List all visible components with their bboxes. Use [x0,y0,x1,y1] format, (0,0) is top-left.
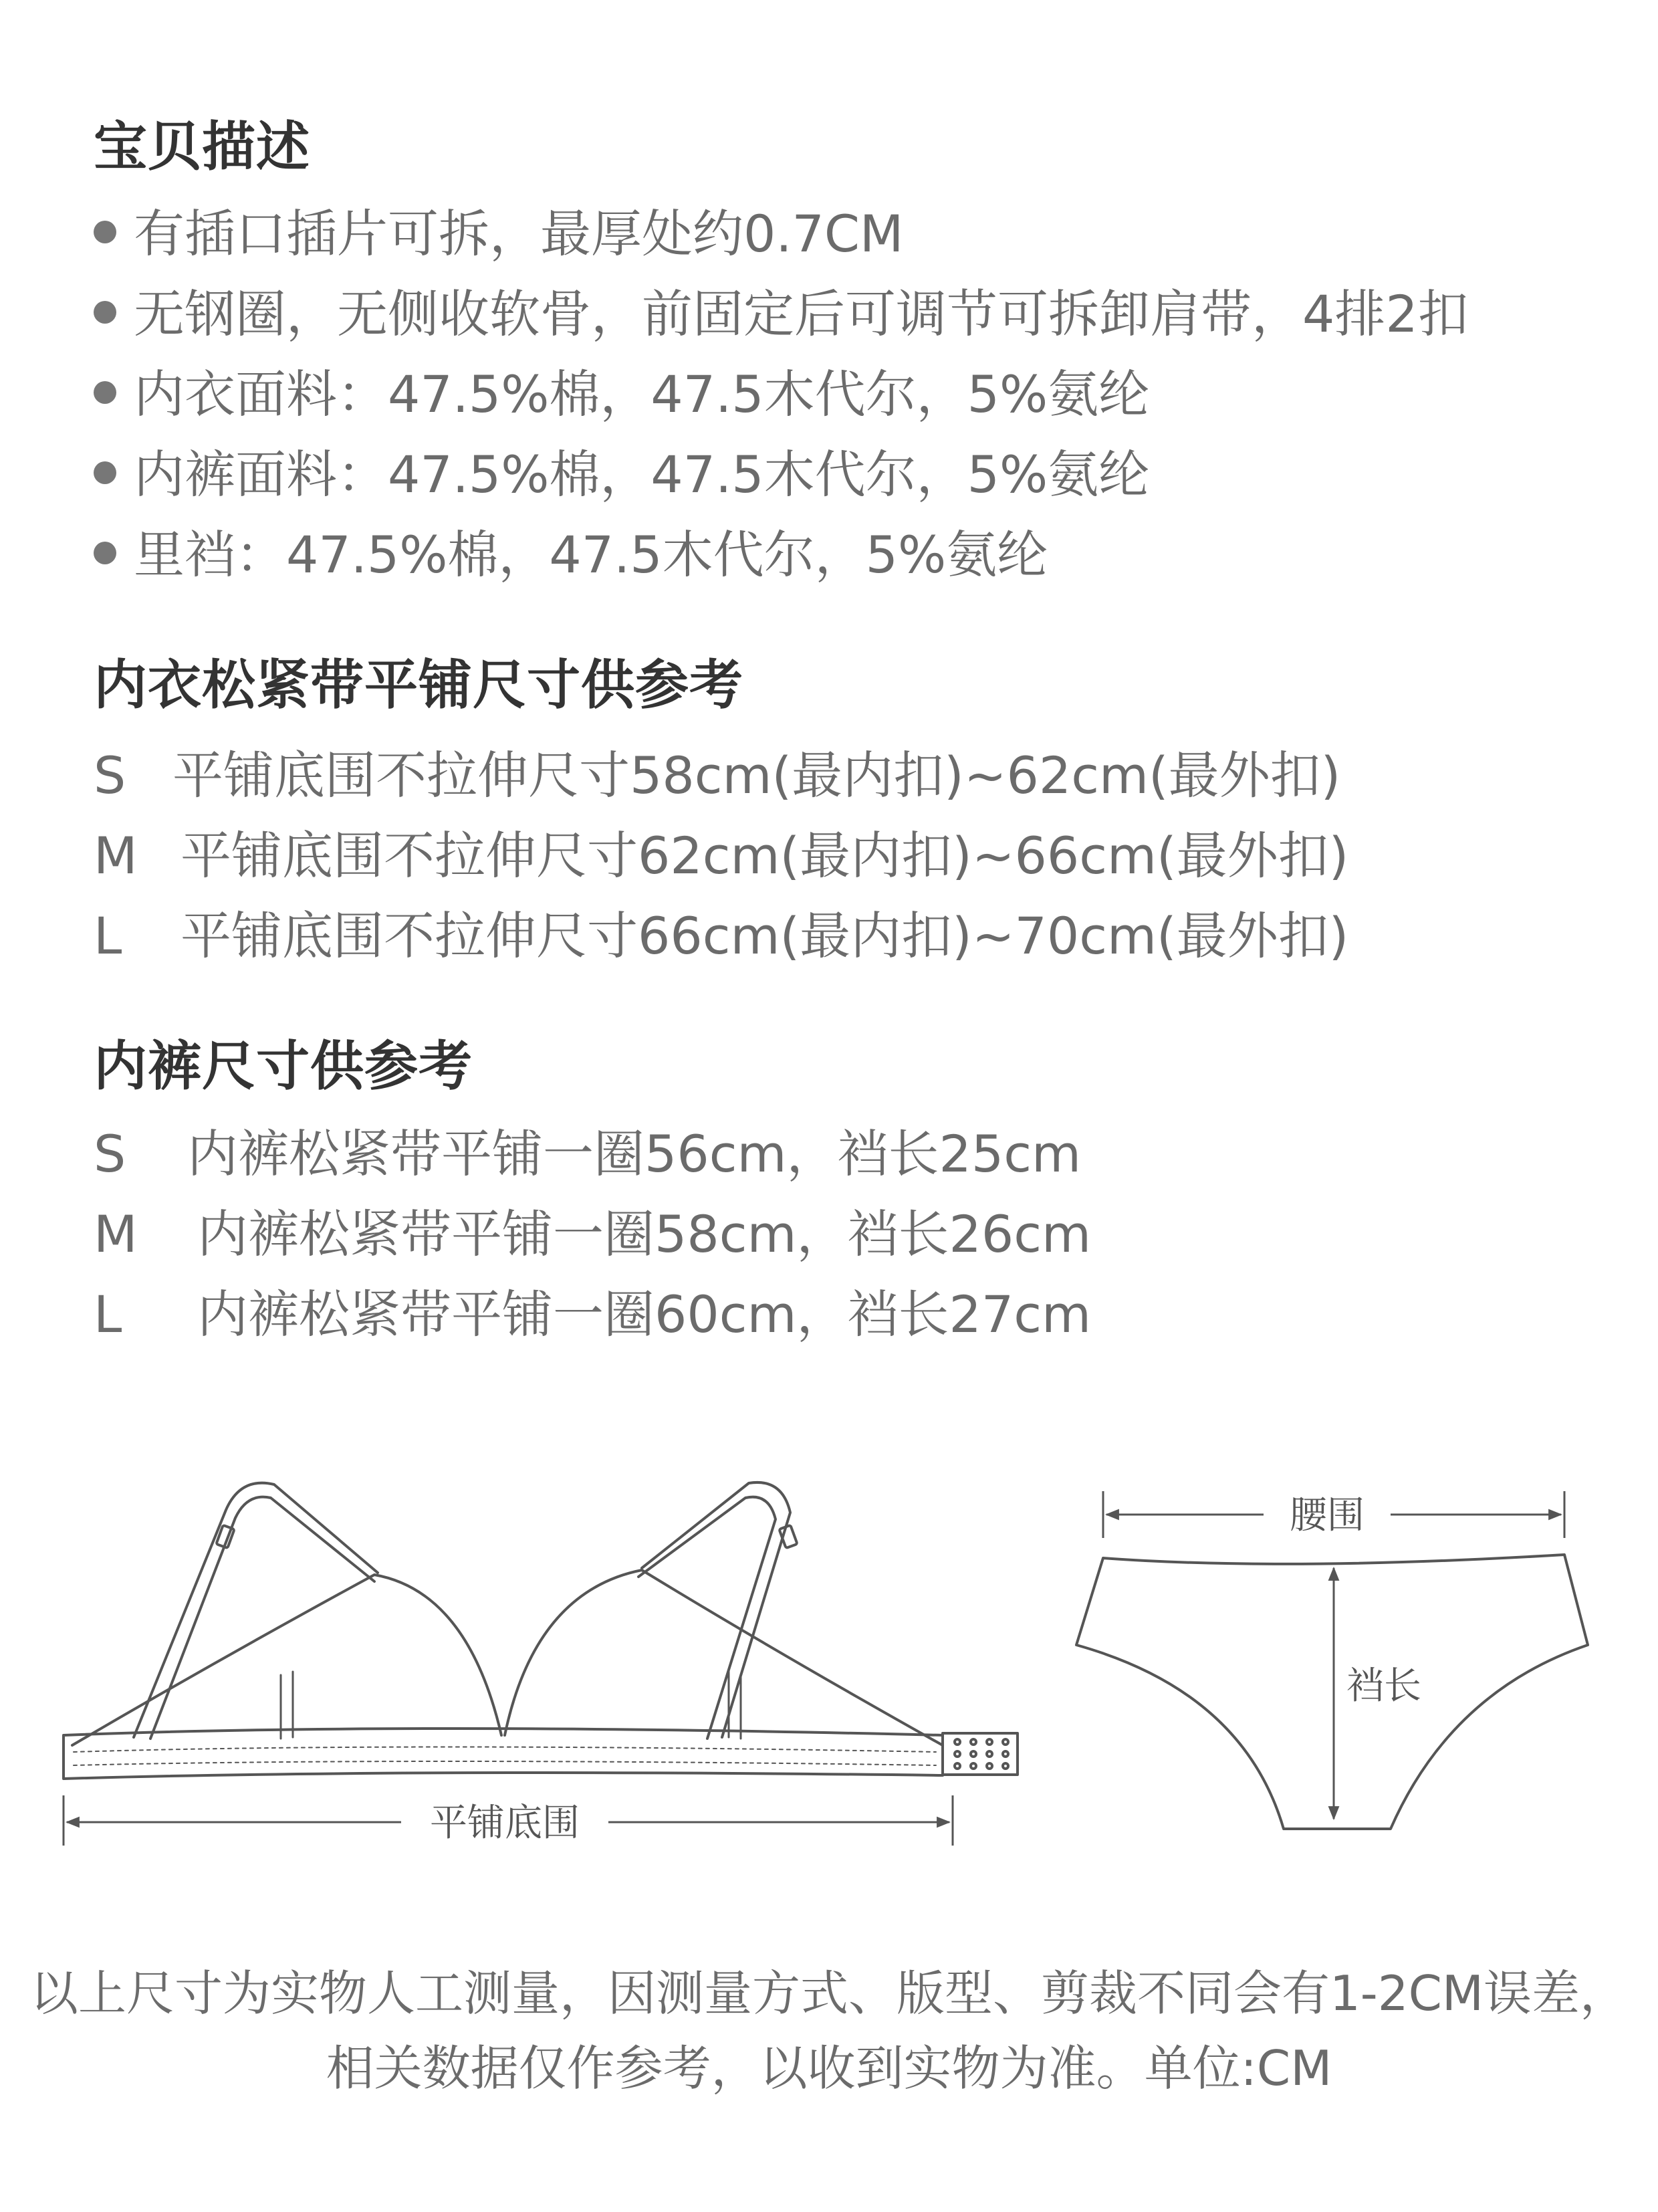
footer-note-line-1: 以上尺寸为实物人工测量，因测量方式、版型、剪裁不同会有1-2CM误差， [30,1965,1628,2021]
bullet-dot-icon [94,221,116,243]
size-label: M [94,1204,138,1264]
panty-sizes-title: 内裤尺寸供参考 [94,1035,473,1097]
bra-size-row [94,906,1349,966]
bullet-dot-icon [94,461,116,484]
bullet-dot-icon [94,381,116,404]
description-item: 无钢圈，无侧收软骨，前固定后可调节可拆卸肩带，4排2扣 [94,289,1469,340]
crotch-length-label: 裆长 [1346,1664,1421,1708]
size-label: S [94,746,126,805]
bra-size-row [94,826,1349,885]
size-description: 平铺底围不拉伸尺寸58cm(最内扣)~62cm(最外扣) [172,746,1341,805]
bra-illustration [64,1482,1018,1779]
description-item: 里裆：47.5%棉，47.5木代尔，5%氨纶 [94,530,1048,580]
bullet-dot-icon [94,301,116,324]
size-label: S [94,1124,126,1184]
bra-sizes-title: 内衣松紧带平铺尺寸供参考 [94,654,743,716]
size-label: M [94,826,138,885]
size-label: L [94,906,122,966]
size-description: 内裤松紧带平铺一圈56cm，裆长25cm [187,1124,1082,1184]
description-item: 内衣面料：47.5%棉，47.5木代尔，5%氨纶 [94,369,1149,420]
size-description: 内裤松紧带平铺一圈60cm，裆长27cm [197,1285,1092,1344]
waist-label: 腰围 [1290,1494,1365,1537]
waist-measure [1103,1491,1564,1819]
panty-size-row [94,1285,1092,1344]
panty-size-row [94,1204,1092,1264]
description-item: 内裤面料：47.5%棉，47.5木代尔，5%氨纶 [94,449,1149,500]
bra-size-row [94,746,1341,805]
bra-band-label: 平铺底围 [430,1801,580,1845]
size-description: 内裤松紧带平铺一圈58cm，裆长26cm [197,1204,1092,1264]
footer-note-line-2: 相关数据仅作参考，以收到实物为准。单位:CM [326,2040,1332,2096]
description-item: 有插口插片可拆，最厚处约0.7CM [94,209,904,259]
measurement-diagram [0,1458,1658,1872]
size-description: 平铺底围不拉伸尺寸66cm(最内扣)~70cm(最外扣) [181,906,1349,966]
panty-illustration [1076,1555,1588,1829]
panty-size-row [94,1124,1082,1184]
size-description: 平铺底围不拉伸尺寸62cm(最内扣)~66cm(最外扣) [181,826,1349,885]
bullet-dot-icon [94,542,116,564]
size-label: L [94,1285,122,1344]
description-title: 宝贝描述 [94,116,310,178]
